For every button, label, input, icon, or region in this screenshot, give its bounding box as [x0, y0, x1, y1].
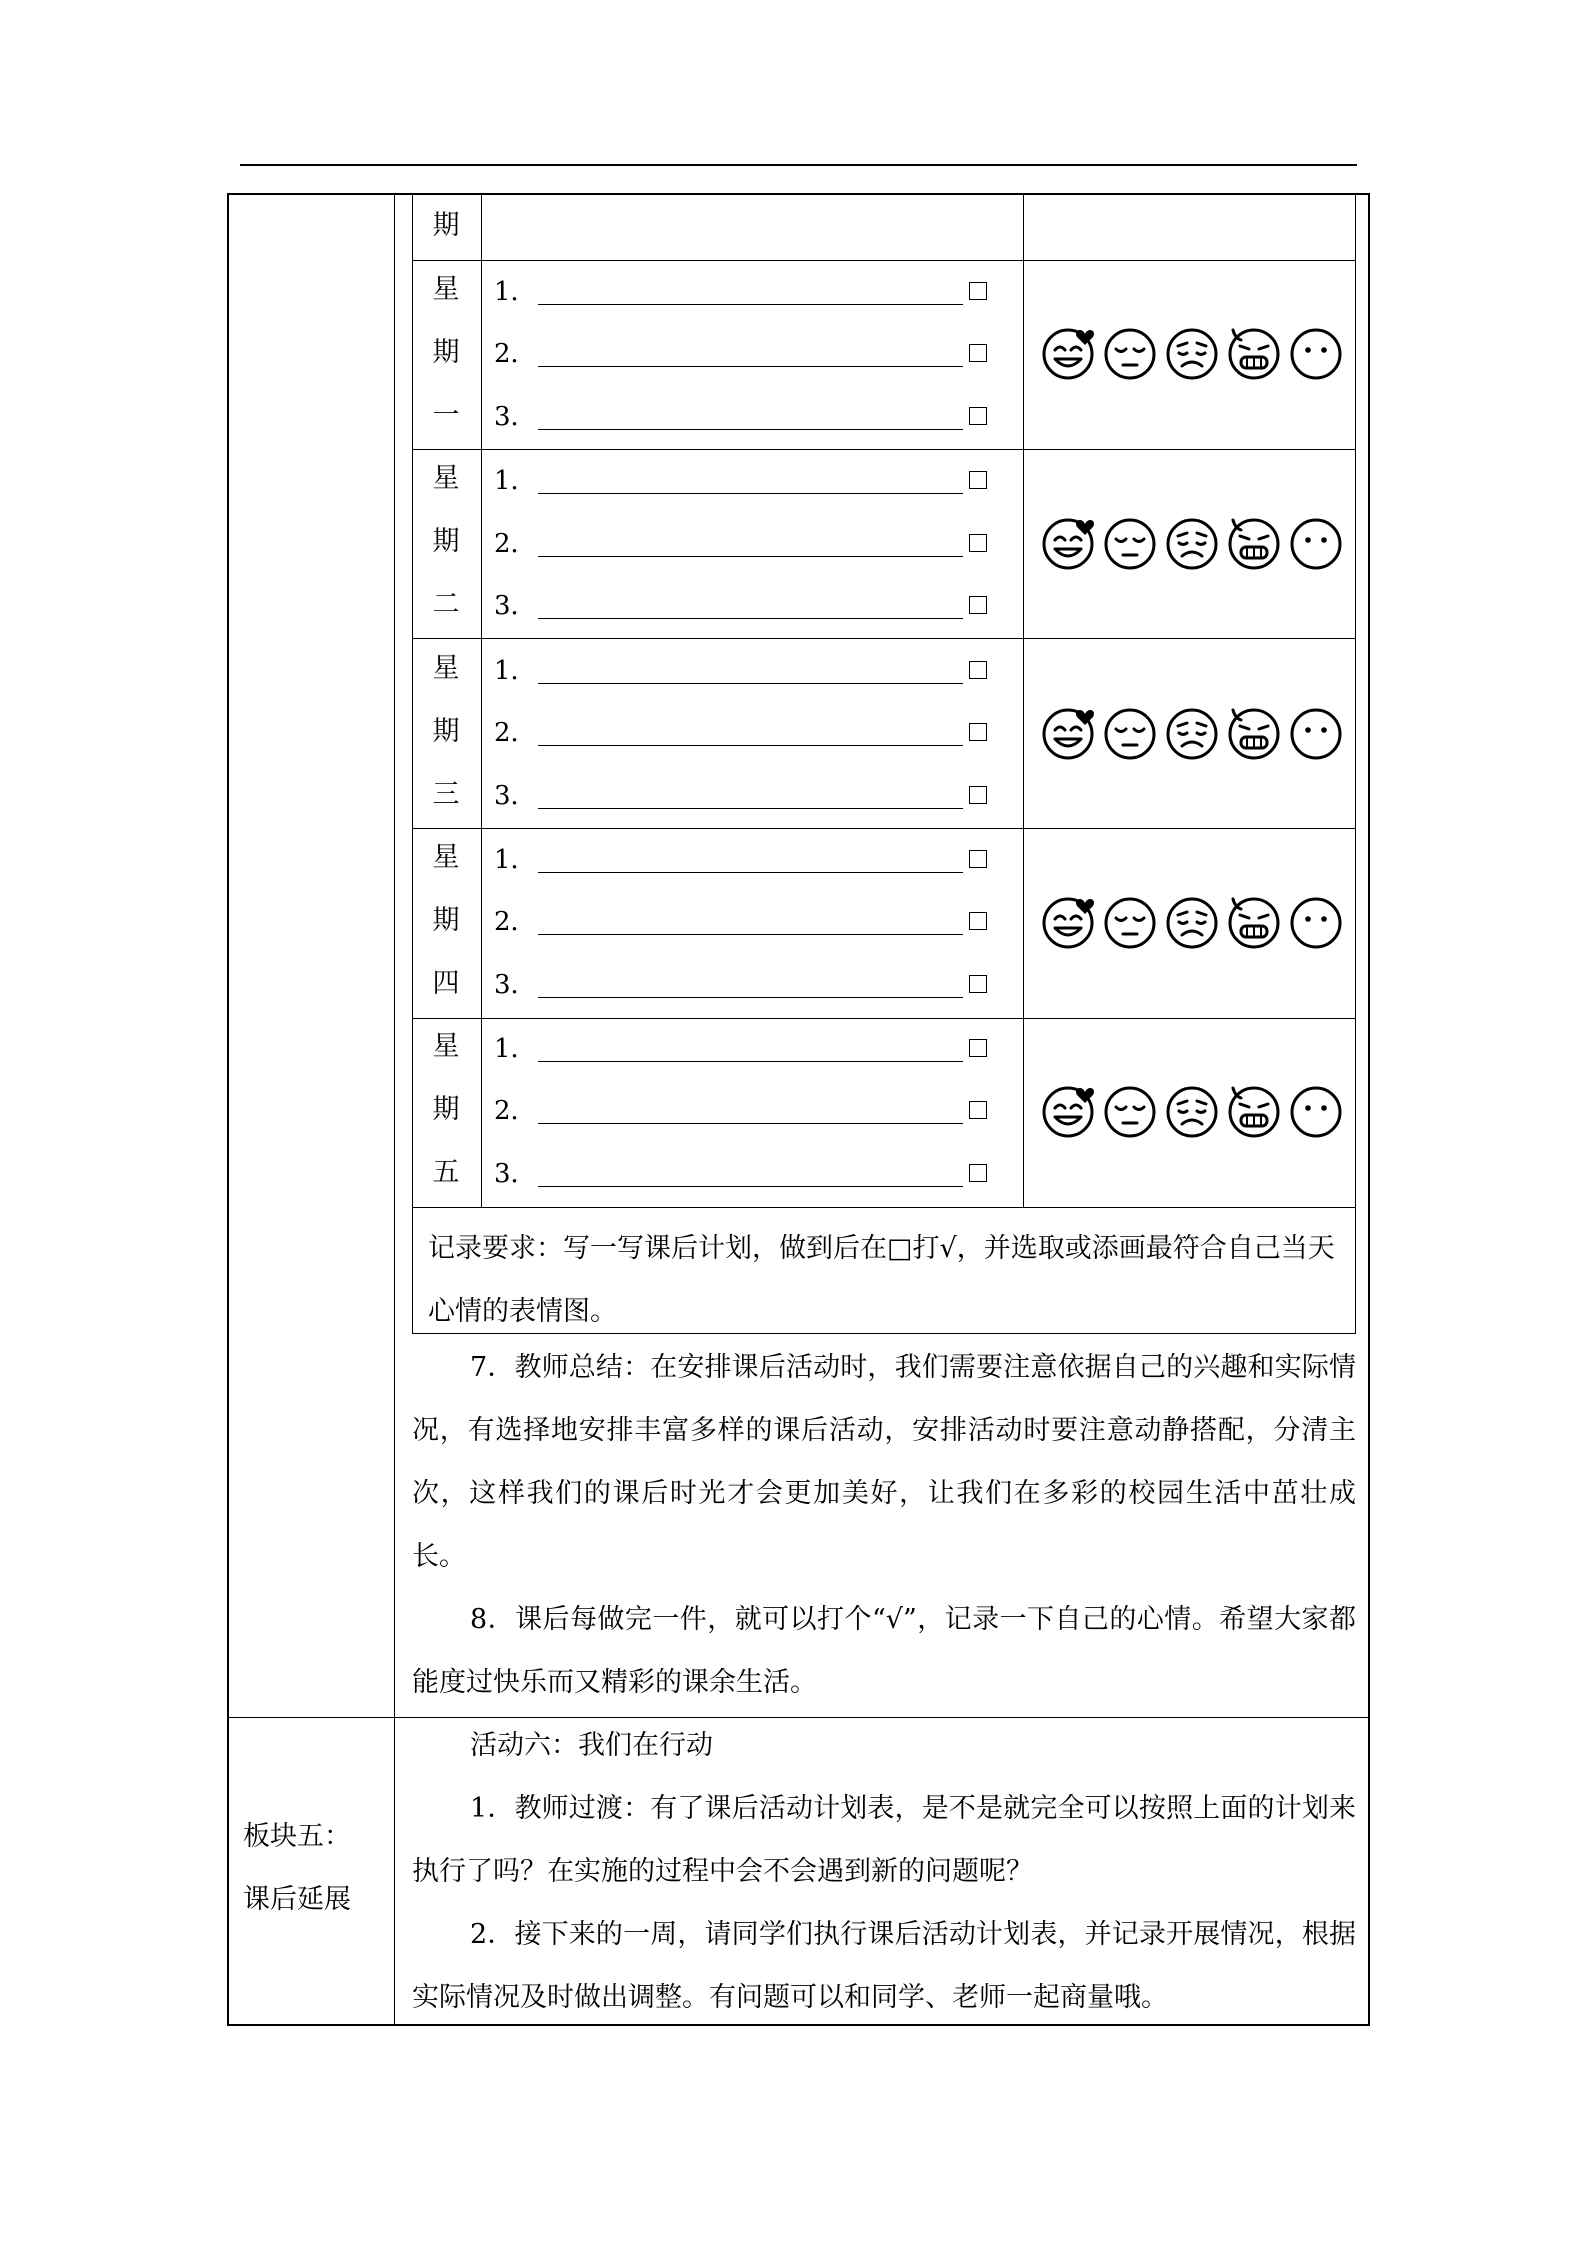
day-char: 期: [432, 716, 460, 747]
neutral-face-icon[interactable]: [1286, 320, 1346, 382]
mood-column-divider: [1023, 194, 1024, 1208]
task-number: 1．: [494, 277, 537, 307]
module-paragraph-1-text: 1．教师过渡：有了课后活动计划表，是不是就完全可以按照上面的计划来执行了吗？在实施的过程中会不会遇到新的问题呢？: [412, 1793, 1356, 1887]
task-number: 3．: [494, 591, 537, 621]
calm-face-icon[interactable]: [1100, 700, 1160, 762]
task-checkbox[interactable]: [969, 850, 987, 868]
task-blank[interactable]: [538, 1061, 963, 1062]
neutral-face-icon[interactable]: [1286, 510, 1346, 572]
mood-icon-set: [1038, 700, 1342, 762]
task-checkbox[interactable]: [969, 1039, 987, 1057]
task-blank[interactable]: [538, 618, 963, 619]
day-char: 星: [432, 463, 460, 494]
task-checkbox[interactable]: [969, 471, 987, 489]
module-paragraph-2-text: 2．接下来的一周，请同学们执行课后活动计划表，并记录开展情况，根据实际情况及时做出调整。有问题可以和同学、老师一起商量哦。: [412, 1919, 1356, 2013]
mood-icon-set: [1038, 320, 1342, 382]
task-checkbox[interactable]: [969, 1164, 987, 1182]
task-number: 1．: [494, 845, 537, 875]
task-number: 2．: [494, 529, 537, 559]
task-blank[interactable]: [538, 304, 963, 305]
module-paragraph-2: [412, 1903, 1356, 2029]
calm-face-icon[interactable]: [1100, 889, 1160, 951]
task-blank[interactable]: [538, 683, 963, 684]
day-char: 期: [432, 526, 460, 557]
activity-title: [412, 1714, 1356, 1777]
sad-face-icon[interactable]: [1162, 700, 1222, 762]
mood-icon-set: [1038, 889, 1342, 951]
day-char: 星: [432, 653, 460, 684]
column-divider: [394, 195, 395, 2024]
day-char: 三: [432, 779, 460, 810]
task-checkbox[interactable]: [969, 344, 987, 362]
row-divider: [413, 1207, 1355, 1208]
task-checkbox[interactable]: [969, 912, 987, 930]
task-blank[interactable]: [538, 366, 963, 367]
task-blank[interactable]: [538, 493, 963, 494]
task-blank[interactable]: [538, 429, 963, 430]
day-char: 期: [432, 1094, 460, 1125]
task-number: 2．: [494, 718, 537, 748]
activity-title-text: 活动六：我们在行动: [470, 1730, 713, 1761]
row-divider: [413, 828, 1355, 829]
row-divider: [413, 638, 1355, 639]
mood-icon-set: [1038, 1078, 1342, 1140]
module-paragraph-1: [412, 1777, 1356, 1903]
day-char: 一: [432, 400, 460, 431]
angry-face-icon[interactable]: [1224, 510, 1284, 572]
paragraph-8-text: 8．课后每做完一件，就可以打个“√”，记录一下自己的心情。希望大家都能度过快乐而又精彩的课余生活。: [412, 1604, 1356, 1698]
task-number: 3．: [494, 402, 537, 432]
task-checkbox[interactable]: [969, 1101, 987, 1119]
mood-icon-set: [1038, 510, 1342, 572]
task-number: 1．: [494, 466, 537, 496]
task-blank[interactable]: [538, 808, 963, 809]
task-blank[interactable]: [538, 934, 963, 935]
angry-face-icon[interactable]: [1224, 700, 1284, 762]
task-checkbox[interactable]: [969, 723, 987, 741]
task-checkbox[interactable]: [969, 407, 987, 425]
record-requirement-text: 记录要求：写一写课后计划，做到后在□打√，并选取或添画最符合自己当天心情的表情图。: [428, 1233, 1335, 1327]
day-column-divider: [481, 194, 482, 1208]
day-char: 二: [432, 589, 460, 620]
paragraph-7-text: 7．教师总结：在安排课后活动时，我们需要注意依据自己的兴趣和实际情况，有选择地安排丰富多样的课后活动，安排活动时要注意动静搭配，分清主次，这样我们的课后时光才会更加美好，让我们在多彩的校园生活中茁壮成长。: [412, 1352, 1356, 1572]
task-number: 3．: [494, 970, 537, 1000]
day-char: 五: [432, 1157, 460, 1188]
happy-love-face-icon[interactable]: [1038, 889, 1098, 951]
happy-love-face-icon[interactable]: [1038, 510, 1098, 572]
day-char: 期: [432, 905, 460, 936]
task-checkbox[interactable]: [969, 596, 987, 614]
task-number: 1．: [494, 1034, 537, 1064]
module-label: 板块五：: [243, 1821, 351, 1852]
row-divider: [413, 449, 1355, 450]
task-number: 2．: [494, 907, 537, 937]
calm-face-icon[interactable]: [1100, 1078, 1160, 1140]
task-checkbox[interactable]: [969, 282, 987, 300]
task-blank[interactable]: [538, 1186, 963, 1187]
sad-face-icon[interactable]: [1162, 1078, 1222, 1140]
sad-face-icon[interactable]: [1162, 320, 1222, 382]
task-checkbox[interactable]: [969, 786, 987, 804]
day-char: 期: [432, 337, 460, 368]
angry-face-icon[interactable]: [1224, 1078, 1284, 1140]
angry-face-icon[interactable]: [1224, 889, 1284, 951]
task-number: 3．: [494, 1159, 537, 1189]
sad-face-icon[interactable]: [1162, 889, 1222, 951]
paragraph-7: [412, 1336, 1356, 1588]
task-number: 2．: [494, 1096, 537, 1126]
day-char: 星: [432, 1031, 460, 1062]
happy-love-face-icon[interactable]: [1038, 700, 1098, 762]
task-blank[interactable]: [538, 556, 963, 557]
page-header-rule: [240, 164, 1357, 166]
happy-love-face-icon[interactable]: [1038, 320, 1098, 382]
day-char: 星: [432, 274, 460, 305]
task-checkbox[interactable]: [969, 661, 987, 679]
happy-love-face-icon[interactable]: [1038, 1078, 1098, 1140]
task-checkbox[interactable]: [969, 534, 987, 552]
module-sublabel: 课后延展: [243, 1884, 351, 1915]
task-number: 3．: [494, 781, 537, 811]
neutral-face-icon[interactable]: [1286, 889, 1346, 951]
calm-face-icon[interactable]: [1100, 320, 1160, 382]
day-char: 星: [432, 842, 460, 873]
neutral-face-icon[interactable]: [1286, 1078, 1346, 1140]
neutral-face-icon[interactable]: [1286, 700, 1346, 762]
task-number: 2．: [494, 339, 537, 369]
row-divider: [413, 1018, 1355, 1019]
angry-face-icon[interactable]: [1224, 320, 1284, 382]
paragraph-8: [412, 1588, 1356, 1714]
task-blank[interactable]: [538, 1123, 963, 1124]
task-checkbox[interactable]: [969, 975, 987, 993]
task-blank[interactable]: [538, 745, 963, 746]
row-divider: [413, 260, 1355, 261]
day-header-cell: 期: [432, 210, 460, 241]
task-number: 1．: [494, 656, 537, 686]
task-blank[interactable]: [538, 872, 963, 873]
task-blank[interactable]: [538, 997, 963, 998]
calm-face-icon[interactable]: [1100, 510, 1160, 572]
day-char: 四: [432, 968, 460, 999]
sad-face-icon[interactable]: [1162, 510, 1222, 572]
